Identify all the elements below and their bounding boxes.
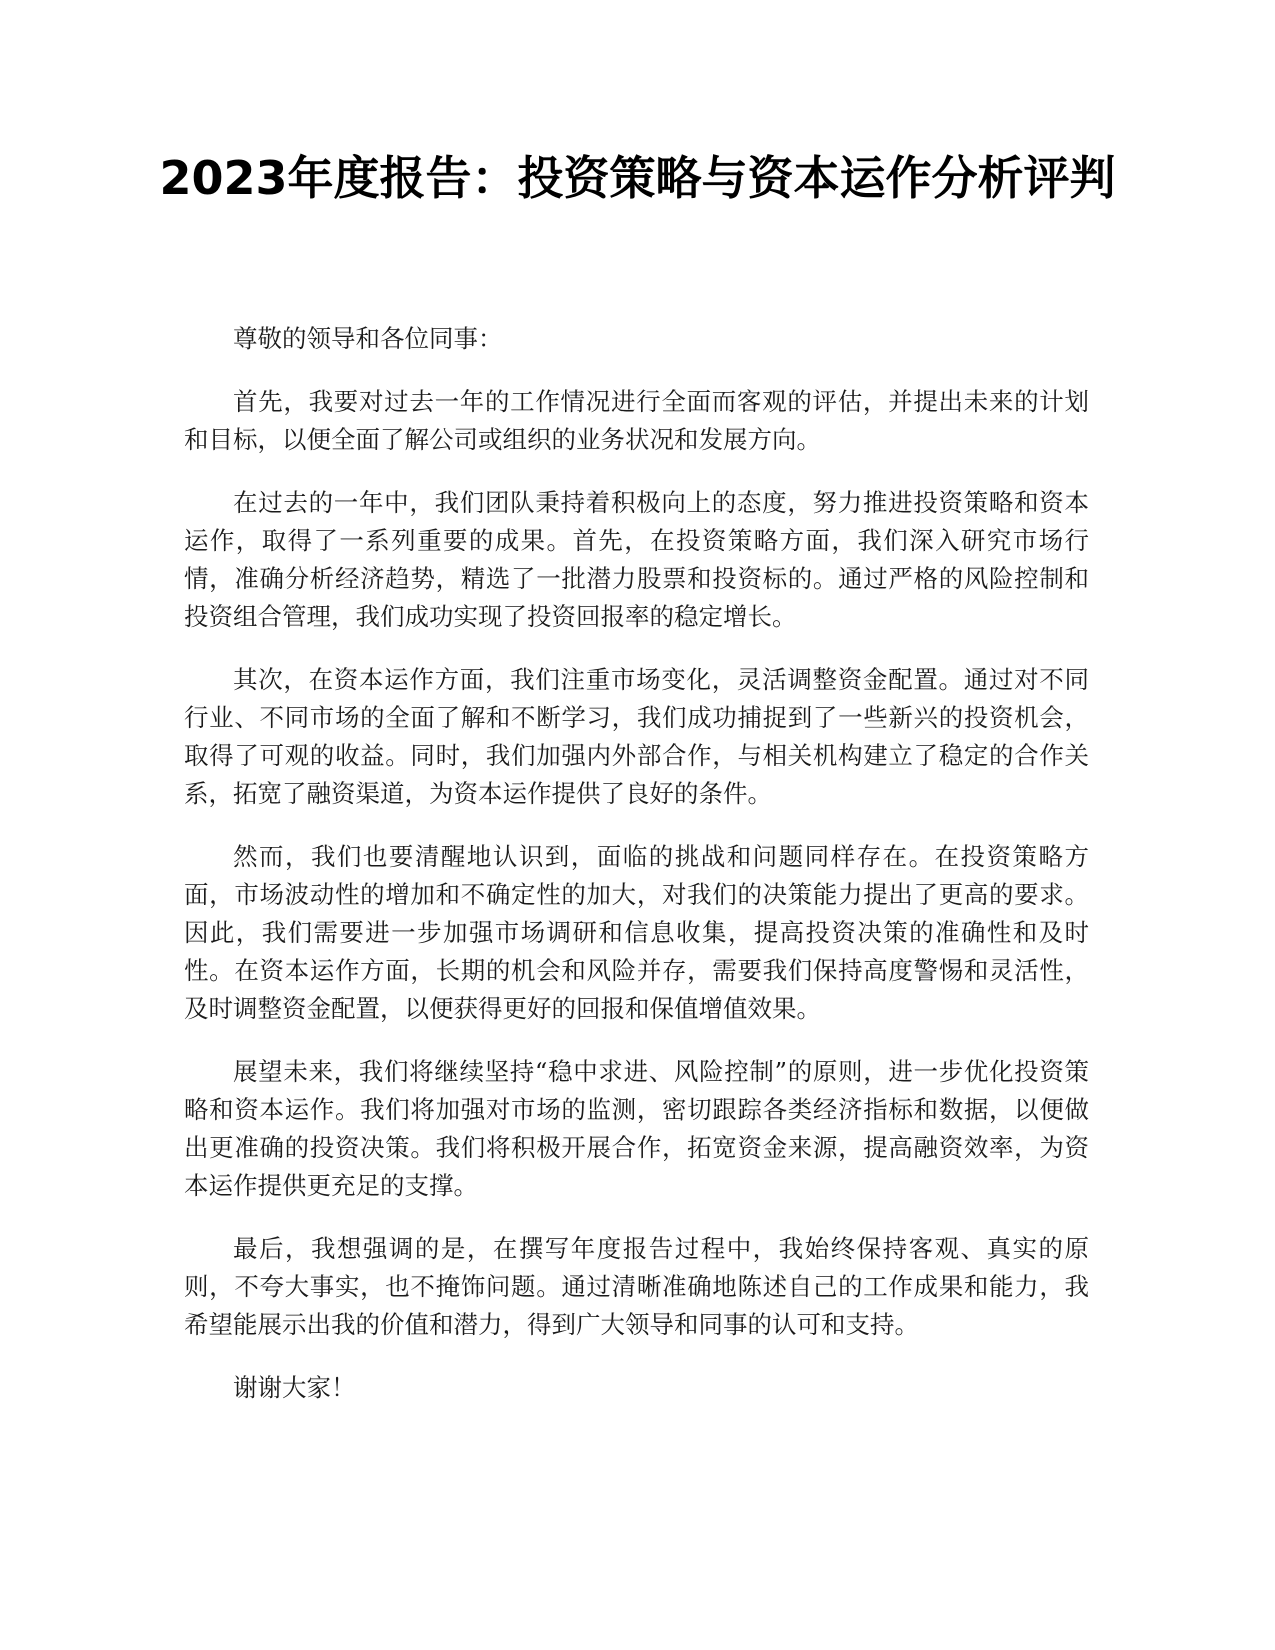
outlook-paragraph: 展望未来，我们将继续坚持“稳中求进、风险控制”的原则，进一步优化投资策略和资本运作。我们将加强对市场的监测，密切跟踪各类经济指标和数据，以便做出更准确的投资决策。我们将积极开展合作，拓宽资金来源，提高融资效率，为资本运作提供更充足的支撑。 (184, 1057, 1089, 1200)
capital-operations-paragraph: 其次，在资本运作方面，我们注重市场变化，灵活调整资金配置。通过对不同行业、不同市场的全面了解和不断学习，我们成功捕捉到了一些新兴的投资机会，取得了可观的收益。同时，我们加强内外部合作，与相关机构建立了稳定的合作关系，拓宽了融资渠道，为资本运作提供了良好的条件。 (184, 665, 1089, 808)
thanks-paragraph: 谢谢大家！ (233, 1373, 356, 1402)
document-body (184, 320, 1089, 1432)
challenges-paragraph: 然而，我们也要清醒地认识到，面临的挑战和问题同样存在。在投资策略方面，市场波动性的增加和不确定性的加大，对我们的决策能力提出了更高的要求。因此，我们需要进一步加强市场调研和信息收集，提高投资决策的准确性和及时性。在资本运作方面，长期的机会和风险并存，需要我们保持高度警惕和灵活性，及时调整资金配置，以便获得更好的回报和保值增值效果。 (184, 842, 1089, 1023)
salutation-paragraph: 尊敬的领导和各位同事： (233, 324, 503, 353)
document-title: 2023年度报告：投资策略与资本运作分析评判 (159, 151, 1116, 205)
intro-paragraph: 首先，我要对过去一年的工作情况进行全面而客观的评估，并提出未来的计划和目标，以便全面了解公司或组织的业务状况和发展方向。 (184, 387, 1089, 454)
closing-paragraph: 最后，我想强调的是，在撰写年度报告过程中，我始终保持客观、真实的原则，不夸大事实，也不掩饰问题。通过清晰准确地陈述自己的工作成果和能力，我希望能展示出我的价值和潜力，得到广大领导和同事的认可和支持。 (184, 1234, 1089, 1339)
achievements-paragraph: 在过去的一年中，我们团队秉持着积极向上的态度，努力推进投资策略和资本运作，取得了一系列重要的成果。首先，在投资策略方面，我们深入研究市场行情，准确分析经济趋势，精选了一批潜力股票和投资标的。通过严格的风险控制和投资组合管理，我们成功实现了投资回报率的稳定增长。 (184, 488, 1089, 631)
